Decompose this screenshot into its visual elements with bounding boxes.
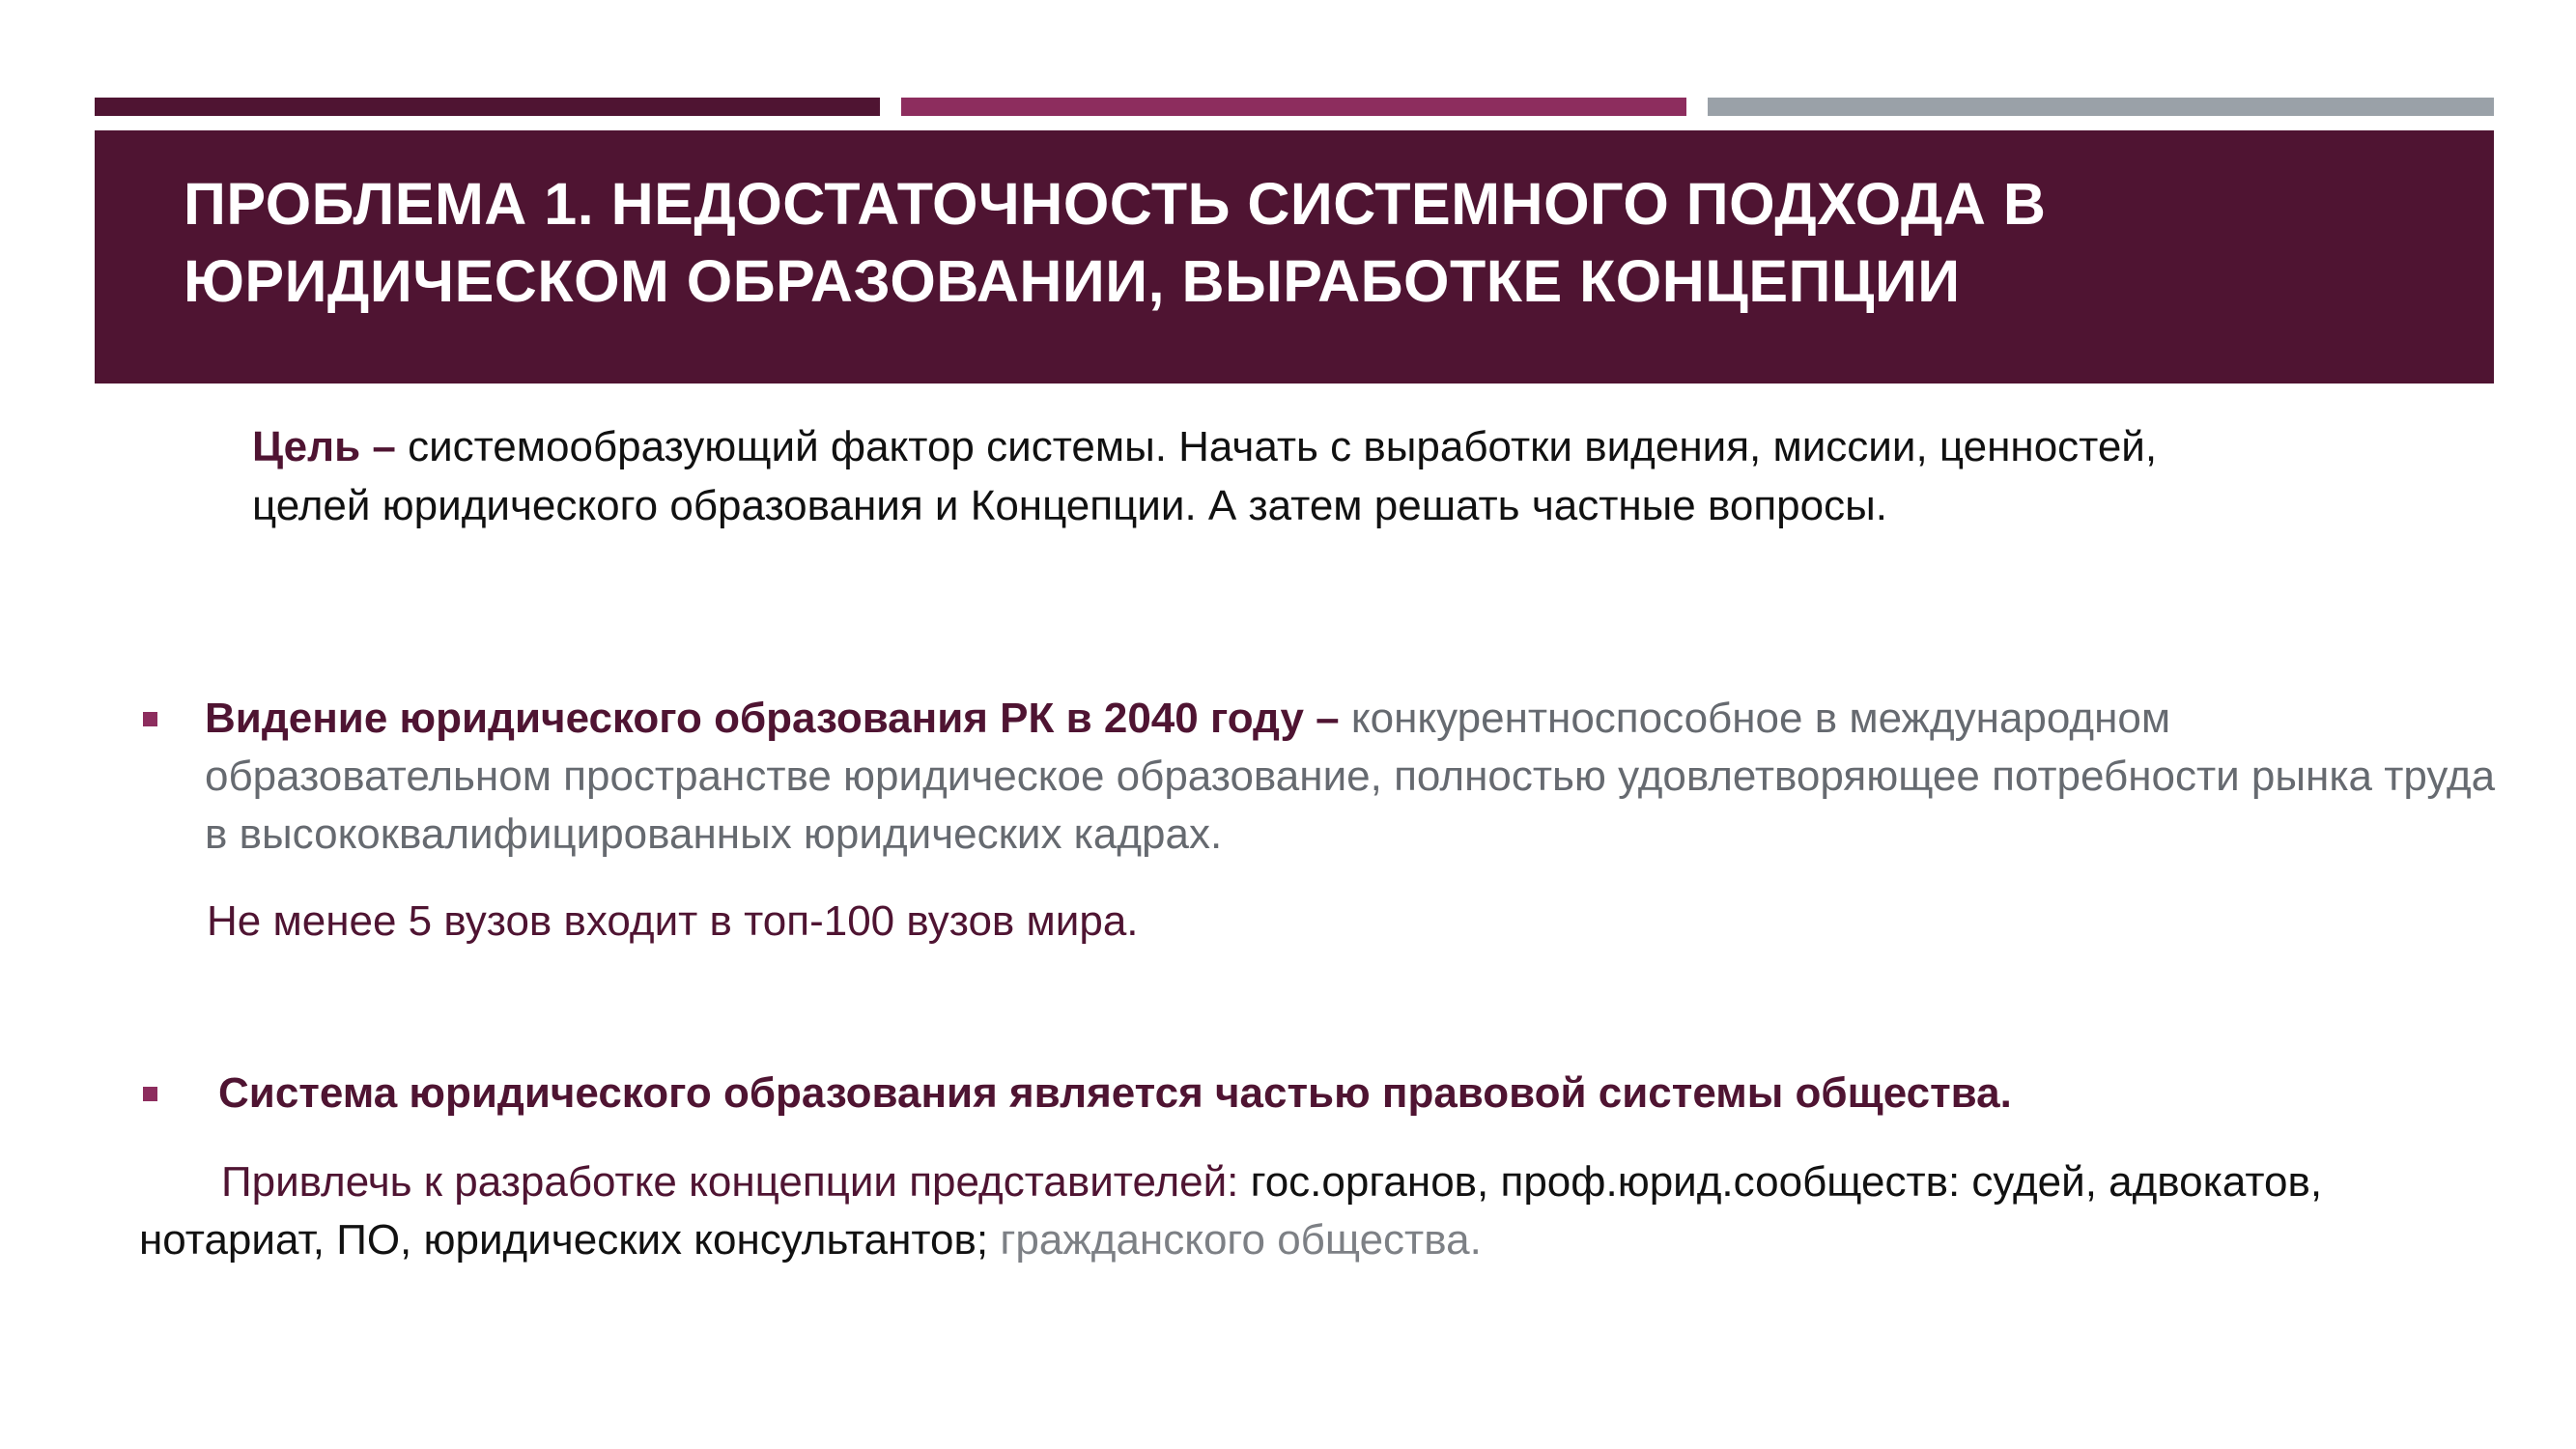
goal-text: системообразующий фактор системы. Начать с выработки видения, миссии, ценностей, целей юридического образования и Концепции. А затем решать частные вопросы. [252, 423, 2158, 529]
accent-bar-gray [1708, 98, 2494, 116]
accent-bar-dark [95, 98, 880, 116]
vision-text: конкурентноспособное в международном образовательном пространстве юридическое образование, полностью удовлетворяющее потребности рынка труда в высококвалифицированных юридических кадрах. [205, 695, 2496, 858]
top100-statement: Не менее 5 вузов входит в топ-100 вузов мира. [207, 897, 1139, 945]
engage-civil-society: гражданского общества. [988, 1216, 1482, 1264]
system-statement: Система юридического образования является частью правовой системы общества. [218, 1069, 2012, 1117]
engage-list: гос.органов, проф.юрид.сообществ: судей, адвокатов, нотариат, ПО, юридических консультантов; [139, 1158, 2323, 1264]
vision-paragraph [205, 690, 2523, 864]
title-band [95, 130, 2494, 384]
bullet-marker-icon [143, 1087, 157, 1101]
engage-paragraph [139, 1153, 2477, 1269]
slide-title-line-1: ПРОБЛЕМА 1. НЕДОСТАТОЧНОСТЬ СИСТЕМНОГО ПОДХОДА В [184, 171, 2047, 237]
goal-label: Цель – [252, 423, 396, 470]
slide-title-line-2: ЮРИДИЧЕСКОМ ОБРАЗОВАНИИ, ВЫРАБОТКЕ КОНЦЕПЦИИ [184, 248, 1961, 314]
bullet-marker-icon [143, 712, 157, 726]
goal-paragraph [252, 417, 2232, 535]
engage-lead: Привлечь к разработке концепции представителей: [221, 1158, 1239, 1206]
slide-title [184, 165, 2405, 320]
accent-bar-magenta [901, 98, 1686, 116]
vision-heading: Видение юридического образования РК в 2040 году – [205, 695, 1340, 742]
